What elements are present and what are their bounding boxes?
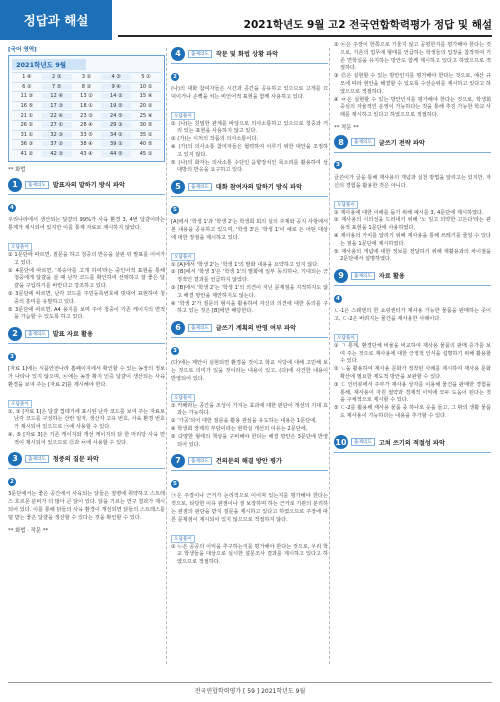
- explanation-text: ㉠은 주장이나 근거가 논리적으로 이어져 있는지를 평가해야 한다는 것으로, 타당한 이유 관점이나 질 보장하며 하는 근거로 기관의 분리하는 관점의 판단을 받지 질문을 제시하고 있다고 하였으므로 주장에 따른 문제점이 제시되어 있지 않으므로 적절하지 않다.: [171, 493, 328, 523]
- explanation-bullet: ④ 재사용의 가치를 알리기 위해 재사용을 통해 쓰레기를 줄일 수 있다는 점을 1문단에 제시하였다.: [334, 232, 491, 247]
- answer-mark: 3: [171, 347, 179, 355]
- question-7: [171, 453, 328, 567]
- answer-cell: 14 ②: [101, 93, 131, 99]
- answer-mark: 3: [334, 161, 342, 169]
- explanation-bullet: ③ ㉣은 실현할 수 있는 방안인지를 평가해야 한다는 것으로, 예산 규모에 따라 현안을 해결할 수 있도록 수선순위를 제시하고 있다고 하였으므로 적절하다.: [334, 73, 491, 95]
- answer-row: [12, 139, 161, 149]
- title-rule: [118, 35, 492, 37]
- answer-cell: 2 ③: [42, 74, 72, 80]
- explanation-bullet: ② '가공'되어 대한 질문을 활용 관심을 유도하는 내용은 1문단에,: [171, 418, 317, 425]
- section-tab: [0, 0, 112, 40]
- question-tag: 출제의도: [188, 50, 212, 58]
- answer-cell: 41 ②: [20, 151, 34, 158]
- answer-cell: 19 ⑤: [101, 103, 131, 109]
- explanation-bullet: ③ ㄷ 인터뷰에서 주부가 재사용 상자를 이용해 물건을 판매한 경험을 통해, 재사용이 자원 절약과 경제적 이익에 모두 도움이 된다는 것을 구체적으로 제시할 수 있다.: [334, 381, 491, 404]
- question-rule: [171, 470, 328, 471]
- answer-cell: 23 ③: [80, 112, 93, 119]
- explanation-bullet: ④ '학생 2'가 질문의 형식을 활용하여 자신의 의견에 대한 동의를 구하고 있는 것은 [B]에만 해당한다.: [171, 300, 328, 315]
- question-2: [8, 326, 165, 447]
- answer-cell: 34 ②: [101, 132, 131, 138]
- explanation-bullet: ④ ㉤은 실현할 수 있는 방안인지를 평가해야 한다는 것으로, 학생회 중심의 자율적인 운영이 가능하다는 것을 통해 추진 가능한 학교 사례를 제시하고 있다고 하였으므로 적절하다.: [334, 96, 491, 119]
- wrong-answer-tag: 오답풀이: [171, 394, 195, 402]
- question-header: [334, 435, 491, 450]
- question-rule: [8, 343, 165, 344]
- wrong-answer-tag: 오답풀이: [334, 334, 358, 342]
- question-number-badge: 6: [171, 321, 185, 335]
- answer-cell: 8 ③: [81, 83, 92, 90]
- answer-row: [12, 130, 161, 140]
- question-rule: [334, 152, 491, 153]
- answer-row: [12, 110, 161, 120]
- question-8: [334, 135, 491, 264]
- answer-cell: 15 ④: [139, 93, 153, 100]
- answer-cell: 6 ②: [22, 83, 32, 90]
- explanation-bullet: ⑤ 재사용의 개념에 대한 정보를 전달하기 위해 재활용과의 차이점을 2문단에서 설명하였다.: [334, 248, 491, 263]
- explanation-bullet: ①, ② [자료 1]은 달걀 껍데기에 표시된 난각 코드를 보여 주는 자료로 난각 코드를 구성하는 산란 일자, 생산자 고유 번호, 사육 환경 번호가 제시되어 있으므로 ㉠에 사용할 수 있다.: [8, 408, 165, 431]
- answer-cell: 10 ①: [139, 83, 153, 90]
- answer-cell: 16 ⑤: [20, 103, 34, 110]
- question-number-badge: 7: [171, 454, 185, 468]
- explanation-bullet: ① [A]에서 '학생 2'는 '학생 1'의 발화 내용을 요약하고 있지 않다.: [171, 261, 319, 268]
- section-tab-label: 정답과 해설: [23, 13, 89, 28]
- explanation-bullet: ① ㄱ 통계, 환경단체 비율을 비교하여 재사용 물품의 판매 증가를 보여 주는 것으로 재사용에 대한 긍정적 인식을 설명하기 위해 활용할 수 있다.: [334, 342, 491, 365]
- answer-cell: 12 ④: [42, 93, 72, 99]
- wrong-answer-tag: 오답풀이: [8, 400, 32, 408]
- explanation-bullet: ① 재사용에 대한 이해를 돕기 위해 예시를 3, 4문단에 제시하였다.: [334, 209, 484, 216]
- explanation-bullet: ③ [B]에서 '학생 2'는 '학생 1'의 의견이 지닌 문제점을 지적하지도 않고 해결 방안을 제안하지도 않는다.: [171, 284, 328, 299]
- column-divider: [329, 48, 330, 664]
- question-rule: [334, 285, 491, 286]
- question-4: [171, 46, 328, 175]
- explanation-bullet: ⑤ 다양한 형태의 책상을 구비해야 한다는 해결 방안은 3문단에 반영되어 있다.: [171, 433, 328, 448]
- answer-mark: 5: [171, 206, 179, 214]
- wrong-answer-tag: 오답풀이: [334, 201, 358, 209]
- explanation-bullet: ② 재사용의 시의성을 드러내기 위해 '노 일고 의약한 고든다'라는 관용적 표현을 1문단에 사용하였다.: [334, 217, 491, 232]
- answer-cell: 13 ②: [80, 93, 93, 100]
- question-header: [8, 451, 165, 466]
- question-tag: 출제의도: [188, 457, 212, 465]
- answer-cell: 21 ①: [20, 112, 34, 119]
- answer-cell: 32 ③: [42, 132, 72, 138]
- document-title: 2021학년도 9월 고2 전국연합학력평가 정답 및 해설: [243, 19, 492, 31]
- answer-cell: 1 ④: [22, 74, 32, 81]
- question-number-badge: 2: [8, 327, 22, 341]
- explanation-text: ㄴ-1은 스웨덴의 한 쇼핑센터가 재사용 가능한 물품을 판매하는 곳이고, ㄷ-2은 버려지는 물건을 재사용한 사례이다.: [334, 308, 491, 322]
- answer-cell: 38 ④: [80, 141, 93, 148]
- explanation-bullet: ⑤ 3문단에 따르면, A4 용지를 보며 주어 청중이 기존 케이지의 면적을 가늠할 수 있도록 하고 있다.: [8, 306, 165, 321]
- answer-cell: 37 ②: [42, 141, 72, 147]
- answer-cell: 11 ③: [20, 93, 34, 100]
- answer-mark: 4: [8, 204, 16, 212]
- answer-cell: 35 ①: [139, 131, 153, 138]
- column-left: [8, 42, 165, 535]
- answer-cell: 45 ②: [139, 151, 153, 158]
- answer-mark: 2: [8, 478, 16, 486]
- answer-cell: 18 ①: [80, 103, 93, 110]
- answer-cell: 3 ②: [81, 74, 92, 81]
- explanation-text: 3문단에서는 좋은 공간에서 사육되는 닭들은 질병에 취약하고 스트레스 호르몬 분비가 더 많아 큰 닭이 있다. 닭을 기르는 연구 결과가 제시되어 있다. 이를 통해 닭들의 사육 환경이 개선되면 닭들의 스트레스를 덜 받는 좋은 달걀을 생산할 수 있다는 것을 확인할 수 있다.: [8, 491, 165, 521]
- question-title: 글쓰기 전략 파악: [378, 139, 425, 147]
- question-title: 고쳐 쓰기의 적절성 파악: [378, 439, 445, 447]
- question-number-badge: 4: [171, 47, 185, 61]
- answer-cell: 25 ④: [139, 112, 153, 119]
- explanation-bullet: ④, ⑤ [자료 3]은 기존 케이지와 개선 케이지의 닭 한 마리당 사육 면적이 제시되어 있으므로 ㉣과 ㉤에 사용할 수 있다.: [8, 431, 165, 446]
- wrong-answer-tag: 오답풀이: [171, 535, 195, 543]
- page-footer: 전국연합학력평가 [ 59 ] 2021학년도 9월: [194, 688, 306, 695]
- question-10: [334, 435, 491, 453]
- question-tag: 출제의도: [188, 183, 212, 191]
- question-tag: 출제의도: [25, 181, 49, 189]
- answer-cell: 20 ②: [139, 103, 153, 110]
- question-header: [171, 46, 328, 61]
- answer-cell: 43 ④: [80, 151, 93, 158]
- question-number-badge: 5: [171, 180, 185, 194]
- answer-cell: 31 ①: [20, 131, 34, 138]
- answer-cell: 33 ⑤: [80, 131, 93, 138]
- explanation-text: 우리나라에서 생산되는 달걀의 99%가 사육 환경 3, 4번 달걀이라는 통계가 제시되어 있지만 이를 통계 자료로 제시하지 않았다.: [8, 217, 165, 232]
- question-number-badge: 9: [334, 269, 348, 283]
- answer-row: [12, 82, 161, 92]
- explanation-bullet: ① ㉡은 공공의 이익을 추구하는지를 평가해야 한다는 것으로, 우리 학교 학생들을 대상으로 실시한 설문조사 결과를 제시하고 있다고 하였으므로 적절하다.: [171, 543, 328, 566]
- answer-cell: 9 ④: [101, 84, 131, 90]
- answer-cell: 22 ④: [42, 113, 72, 119]
- question-9: [334, 268, 491, 421]
- question-tag: 출제의도: [25, 330, 49, 338]
- explanation-text: [A]에서 '학생 1'과 '학생 2'는 학생회 회의 실의 주제와 공지 사항에서 본 내용을 공유하고 있으며, '학생 3'은 '학생 1'이 예로 든 어떤 대상에 대한 장점을 제시하고 있다.: [171, 219, 328, 241]
- question-tag: 출제의도: [351, 438, 375, 446]
- question-header: [334, 268, 491, 283]
- answer-mark: 4: [334, 295, 342, 303]
- question-rule: [171, 196, 328, 197]
- question-header: [334, 135, 491, 150]
- answer-cell: 27 ①: [42, 122, 72, 128]
- answer-cell: 4 ⑤: [101, 74, 131, 80]
- answer-row: [12, 91, 161, 101]
- question-tag: 출제의도: [25, 455, 49, 463]
- explanation-bullet: ① 1문단에 따르면, 질문을 하고 청중의 반응을 살핀 뒤 발표를 이어가고 있다.: [8, 251, 165, 266]
- column-middle: [171, 42, 328, 567]
- question-title: 글쓰기 계획의 반영 여부 파악: [215, 325, 297, 333]
- question-header: [171, 453, 328, 468]
- answer-year-label: 2021학년도 9월: [12, 59, 86, 70]
- question-6: [171, 320, 328, 449]
- question-rule: [8, 194, 165, 195]
- answer-mark: 3: [8, 353, 16, 361]
- answer-cell: 5 ①: [141, 74, 151, 81]
- question-title: 발표자의 말하기 방식 파악: [52, 182, 125, 190]
- wrong-answer-tag: 오답풀이: [171, 112, 195, 120]
- question-title: 대화 참여자의 말하기 방식 파악: [215, 184, 303, 192]
- answer-cell: 17 ③: [42, 103, 72, 109]
- column-right: [334, 42, 491, 455]
- answer-cell: 39 ①: [101, 141, 131, 147]
- question-tag: 출제의도: [351, 138, 375, 146]
- section-note: ** 화법: [8, 167, 26, 174]
- question-title: 건의문의 해결 방안 평가: [215, 458, 282, 466]
- question-header: [8, 326, 165, 341]
- explanation-bullet: ③ (가)는 시처의 작품의 의사소통이다.: [171, 136, 259, 143]
- explanation-bullet: ② ㉢은 주장이 한쪽으로 기울지 않고 공평한지를 평가해야 한다는 것으로, 기존의 업무에 형태를 언급하는 학생들의 입장을 참작하여 기존 면학실을 유지하는 방안도 함께 제시하고 있다고 하였으므로 적절하다.: [334, 42, 491, 72]
- question-header: [171, 320, 328, 335]
- explanation-bullet: ⑤ ㄷ-2를 활용해 재사용 물품 중 하나로 옷을 들고, 그 밖의 생활 물품도 재사용이 가능하다는 내용을 추가할 수 있다.: [334, 405, 491, 419]
- question-number-badge: 3: [8, 452, 22, 466]
- question-title: 청중의 질문 파악: [52, 456, 99, 464]
- section-note: ** 작문 **: [334, 124, 359, 131]
- explanation-bullet: ① (나)는 친밀한 관계를 바탕으로 의사소통하고 있으므로 청중과 거리 있는 표현을 사용하지 않고 있다.: [171, 120, 328, 135]
- answer-section-label: [국어 영역]: [8, 47, 37, 53]
- answer-cell: 36 ③: [20, 141, 34, 148]
- answer-row: [12, 149, 161, 159]
- column-divider: [166, 48, 167, 664]
- answer-cell: 42 ③: [42, 151, 72, 157]
- question-title: 자료 활용: [378, 273, 405, 281]
- explanation-bullet: ② ㄴ을 활용하여 재사용 문화가 정착된 사례를 제시하여 재사용 문화 확산에 필요한 제도적 방안을 보완할 수 있다.: [334, 366, 491, 380]
- answer-row: [12, 101, 161, 111]
- answer-mark: 2: [171, 73, 179, 81]
- explanation-bullet: ④ (가)의 의사소통 참여자들은 협력하여 이루기 위한 대안을 조정하고 있지 않다.: [171, 143, 328, 158]
- answer-row: [12, 72, 161, 82]
- answer-cell: 7 ⑤: [42, 84, 72, 90]
- explanation-bullet: ③ 3문단에 따르면, 난각 코드를 주민등록번호에 빗대어 표현하여 청중의 흥미를 유발하고 있다.: [8, 290, 165, 305]
- question-5: [171, 179, 328, 316]
- explanation-bullet: ② [B]에서 '학생 3'은 '학생 1'의 발화에 일부 동의하나, 기대되는 긍정적인 결과를 언급하지 않았다.: [171, 269, 328, 284]
- question-rule: [8, 468, 165, 469]
- question-rule: [334, 452, 491, 453]
- answer-cell: 40 ⑤: [139, 141, 153, 148]
- wrong-answer-tag: 오답풀이: [171, 253, 195, 261]
- explanation-text: [자료 1]에는 식품안전나라 홈페이지에서 확인할 수 있는 농장의 정보가 나타나 있지 않으며, ㉢에는 농장 확지 인증 달걀이 생산되는 사육 환경을 보여 주는 [자료 2]를 제시해야 한다.: [8, 366, 165, 388]
- question-1: [8, 177, 165, 322]
- question-number-badge: 8: [334, 135, 348, 149]
- question-number-badge: 10: [334, 435, 348, 449]
- explanation-bullet: ④ 학생회 장제의 부담이라는 현학실 개선의 이유는 2문단에,: [171, 425, 308, 432]
- wrong-answer-tag: 오답풀이: [8, 243, 32, 251]
- question-rule: [171, 337, 328, 338]
- question-number-badge: 1: [8, 178, 22, 192]
- question-title: 작문 및 화법 상황 파악: [215, 51, 279, 58]
- answer-cell: 44 ⑤: [101, 151, 131, 157]
- question-3: [8, 451, 165, 522]
- question-title: 발표 자료 활용: [52, 331, 93, 339]
- question-header: [171, 179, 328, 194]
- answer-cell: 26 ②: [20, 122, 34, 129]
- answer-cell: 28 ④: [80, 122, 93, 129]
- question-rule: [171, 63, 328, 64]
- question-header: [8, 177, 165, 192]
- answer-cell: 29 ③: [101, 122, 131, 128]
- explanation-text: (다)에는 제안이 실현되면 환경을 것이고 학교 식당에 대해 고민해 보는 것으로 의미가 있을 것이라는 내용이 있고, (다)에 사건한 내용이 반영되어 있다.: [171, 360, 328, 382]
- explanation-bullet: ⑤ (나)의 화자는 의사소통 수단인 음향장치인 목소리를 활용하여 상대방의 반응을 요구하고 있다.: [171, 159, 328, 174]
- explanation-bullet: ① 카페라는 공간을 조성이 가지는 효과에 대한 판단이 개선의 기대 효과는 가능하다.: [171, 402, 328, 417]
- section-note: ** 화법 · 작문 **: [8, 527, 49, 534]
- answer-cell: 24 ⑤: [101, 113, 131, 119]
- answer-key-table: [8, 55, 165, 162]
- footer-rule: [8, 682, 492, 683]
- answer-cell: 30 ⑤: [139, 122, 153, 129]
- answer-row: [12, 120, 161, 130]
- question-tag: 출제의도: [351, 272, 375, 280]
- explanation-bullet: ② 4문단에 따르면, '복숭아를 고개 하여'라는 중인어적 표현을 통해 청중에게 달걀을 살 때 난각 코드를 확인하여 선택하고 잘 좋은 달걀을 구입하기를 바란다고 강조하고 있다.: [8, 267, 165, 290]
- question-tag: 출제의도: [188, 324, 212, 332]
- explanation-text: (나)의 대화 참여자들은 시간과 공간을 공유하고 있으므로 고개를 끄덕이거나 손뼉을 치는 비언어적 표현을 함께 사용하고 있다.: [171, 86, 328, 100]
- answer-rows: [12, 72, 161, 158]
- answer-mark: 5: [171, 480, 179, 488]
- explanation-text: 글쓴이가 글을 통해 재사용의 개념과 실천 방법을 알리고는 있지만, 자신의 경험을 활용한 것은 아니다.: [334, 174, 491, 189]
